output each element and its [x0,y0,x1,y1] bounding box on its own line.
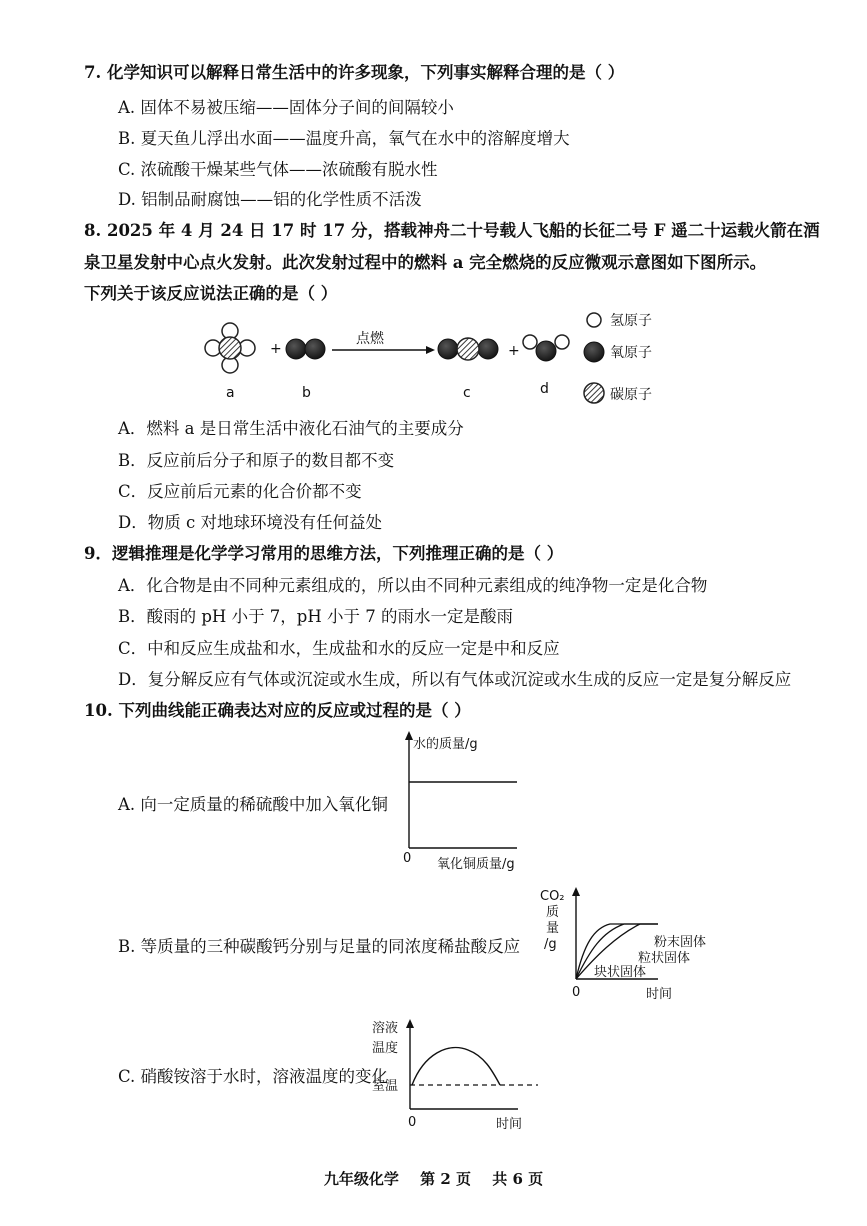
molecule-b [286,339,325,359]
q10-option-a: A. 向一定质量的稀硫酸中加入氧化铜 [118,795,388,814]
chart-c-origin: 0 [408,1115,417,1130]
carbon-atom-icon [219,337,241,359]
label-c: c [463,385,471,401]
q7-option-c: C. 浓硫酸干燥某些气体——浓硫酸有脱水性 [118,160,438,179]
chart-b-legend-powder: 粉末固体 [654,935,707,950]
footer-total: 共 6 页 [492,1170,544,1188]
chart-c-series-line [412,1048,500,1085]
molecule-d [523,335,569,361]
q10-stem: 10. 下列曲线能正确表达对应的反应或过程的是（ ） [84,701,471,720]
chart-c-ylabel-1: 溶液 [372,1021,399,1036]
label-d: d [540,381,549,397]
q10-option-b: B. 等质量的三种碳酸钙分别与足量的同浓度稀盐酸反应 [118,937,521,956]
carbon-atom-icon [457,338,479,360]
page-footer [0,1168,867,1189]
q8-option-c: C．反应前后元素的化合价都不变 [118,482,362,501]
label-b: b [302,385,311,401]
reaction-condition: 点燃 [356,331,384,347]
q7-option-d: D. 铝制品耐腐蚀——铝的化学性质不活泼 [118,190,422,209]
plus-sign-2: + [508,343,520,359]
chart-b-xlabel: 时间 [646,987,673,1002]
q7-stem: 7. 化学知识可以解释日常生活中的许多现象，下列事实解释合理的是（ ） [84,63,625,82]
chart-b-ylabel-1: CO₂ [540,889,565,904]
q8-option-a: A．燃料 a 是日常生活中液化石油气的主要成分 [118,419,464,438]
q8-stem-line-2: 泉卫星发射中心点火发射。此次发射过程中的燃料 a 完全燃烧的反应微观示意图如下图所示。 [84,253,767,272]
legend-carbon: 碳原子 [610,387,652,403]
arrow-head-icon [426,346,435,354]
q9-option-b: B．酸雨的 pH 小于 7，pH 小于 7 的雨水一定是酸雨 [118,607,513,626]
q8-option-d: D．物质 c 对地球环境没有任何益处 [118,513,382,532]
q8-stem-line-3: 下列关于该反应说法正确的是（ ） [84,284,338,303]
oxygen-atom-icon [536,341,556,361]
plus-sign-1: + [270,341,282,357]
chart-b-ylabel-2: 质 [546,905,560,920]
chart-c-reference-label: 室温 [372,1079,399,1094]
q9-option-a: A．化合物是由不同种元素组成的，所以由不同种元素组成的纯净物一定是化合物 [118,576,708,595]
chart-c-xlabel: 时间 [496,1117,523,1132]
q7-option-b: B. 夏天鱼儿浮出水面——温度升高，氧气在水中的溶解度增大 [118,129,570,148]
q7-option-a: A. 固体不易被压缩——固体分子间的间隔较小 [118,98,454,117]
chart-c [368,1014,558,1134]
oxygen-atom-icon [584,342,604,362]
oxygen-atom-icon [286,339,306,359]
q8-option-b: B．反应前后分子和原子的数目都不变 [118,451,395,470]
reaction-diagram [190,305,710,415]
chart-a-ylabel: 水的质量/g [413,737,478,752]
chart-b-ylabel-4: /g [544,937,557,952]
oxygen-atom-icon [305,339,325,359]
oxygen-atom-icon [478,339,498,359]
q9-stem: 9．逻辑推理是化学学习常用的思维方法，下列推理正确的是（ ） [84,544,564,563]
q9-option-c: C．中和反应生成盐和水，生成盐和水的反应一定是中和反应 [118,639,560,658]
carbon-atom-icon [584,383,604,403]
chart-a-origin: 0 [403,851,412,866]
chart-b-legend-granular: 粒状固体 [638,951,691,966]
legend [584,313,652,403]
label-a: a [226,385,235,401]
footer-page: 第 2 页 [420,1170,471,1188]
molecule-a [205,323,255,373]
chart-b [536,884,736,1004]
arrow-up-icon [572,887,580,896]
arrow-up-icon [405,731,413,740]
chart-b-ylabel-3: 量 [546,921,560,936]
legend-oxygen: 氧原子 [610,345,652,361]
legend-hydrogen: 氢原子 [610,313,652,329]
hydrogen-atom-icon [555,335,569,349]
molecule-c [438,338,498,360]
arrow-up-icon [406,1019,414,1028]
q10-option-c: C. 硝酸铵溶于水时，溶液温度的变化 [118,1067,389,1086]
q8-stem-line-1: 8. 2025 年 4 月 24 日 17 时 17 分，搭载神舟二十号载人飞船的长征二号 F 遥二十运载火箭在酒 [84,221,820,240]
chart-b-legend-block: 块状固体 [594,965,647,980]
footer-subject: 九年级化学 [323,1170,399,1188]
hydrogen-atom-icon [523,335,537,349]
oxygen-atom-icon [438,339,458,359]
chart-a [395,728,545,878]
chart-c-ylabel-2: 温度 [372,1041,399,1056]
chart-a-xlabel: 氧化铜质量/g [437,857,515,872]
hydrogen-atom-icon [587,313,601,327]
q9-option-d: D．复分解反应有气体或沉淀或水生成，所以有气体或沉淀或水生成的反应一定是复分解反应 [118,670,792,689]
chart-b-origin: 0 [572,985,581,1000]
